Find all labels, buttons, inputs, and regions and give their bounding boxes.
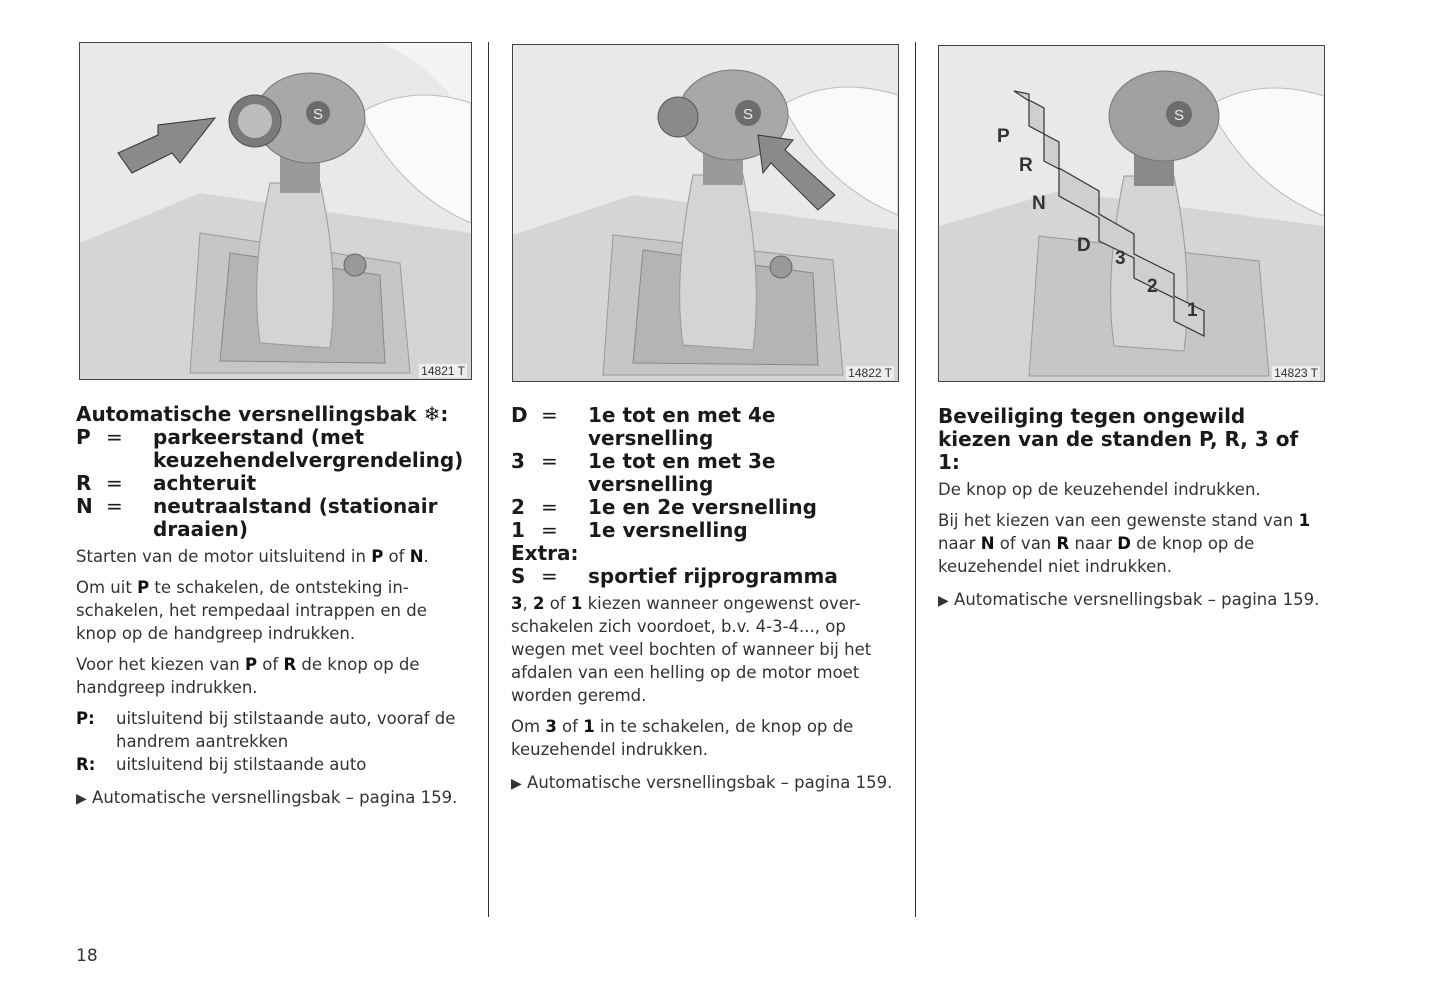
column-2 xyxy=(511,404,901,796)
col2-paragraph-1: 3, 2 of 1 kiezen wanneer ongewenst over-schakelen zich voordoet, b.v. 4-3-4..., op wegen met veel bochten of wanneer bij het afdalen van een helling op de motor moet worden geremd. xyxy=(511,594,872,705)
figure-2 xyxy=(512,44,899,382)
gear-shifter-illustration-3 xyxy=(939,46,1324,381)
definition-row xyxy=(76,495,471,541)
gate-label-p: P xyxy=(997,126,1010,147)
gear-shifter-illustration-2 xyxy=(513,45,898,381)
gate-label-1: 1 xyxy=(1187,300,1198,321)
knob-s-label-1: S xyxy=(312,106,324,123)
col1-paragraph-1: Starten van de motor uitsluitend in P of N. xyxy=(76,547,429,566)
definition-row: D = 1e tot en met 4e versnelling xyxy=(511,403,776,450)
figure-code: 14821 T xyxy=(421,364,465,378)
list-item: P: uitsluitend bij stilstaande auto, vooraf de handrem aantrekken xyxy=(76,709,456,751)
def-eq: = xyxy=(106,471,123,495)
col3-paragraph-2: Bij het kiezen van een gewenste stand van 1 naar N of van R naar D de knop op de keuzehendel niet indrukken. xyxy=(938,511,1311,576)
col1-paragraph-3: Voor het kiezen van P of R de knop op de handgreep indrukken. xyxy=(76,655,420,697)
gate-label-n: N xyxy=(1032,193,1046,214)
definition-row: 1 = 1e versnelling xyxy=(511,518,748,542)
definition-row xyxy=(76,472,471,495)
col1-list xyxy=(76,707,471,776)
page-number: 18 xyxy=(76,946,98,966)
definition-row: 2 = 1e en 2e versnelling xyxy=(511,495,817,519)
def-value: achteruit xyxy=(153,471,257,495)
column-1 xyxy=(76,403,471,811)
figure-code: 14823 T xyxy=(1274,366,1318,380)
gate-label-d: D xyxy=(1077,235,1091,256)
def-value: parkeerstand (met keuzehendelvergrendeling) xyxy=(153,425,464,472)
def-value: neutraalstand (stationair draaien) xyxy=(153,494,438,541)
gear-shifter-illustration-1 xyxy=(80,43,471,379)
col2-paragraph-2: Om 3 of 1 in te schakelen, de knop op de keuzehendel indrukken. xyxy=(511,717,854,759)
gate-label-2: 2 xyxy=(1147,276,1158,297)
triangle-arrow-icon: ▶ xyxy=(938,593,949,609)
def-key: N xyxy=(76,494,93,518)
figure-code: 14822 T xyxy=(848,366,892,380)
col1-heading: Automatische versnellingsbak ❄: xyxy=(76,402,449,426)
figure-3 xyxy=(938,45,1325,382)
def-key: R xyxy=(76,471,92,495)
col3-heading: Beveiliging tegen ongewild kiezen van de standen P, R, 3 of 1: xyxy=(938,404,1299,474)
triangle-arrow-icon: ▶ xyxy=(76,791,87,807)
gate-label-r: R xyxy=(1019,155,1033,176)
col3-paragraph-1: De knop op de keuzehendel indrukken. xyxy=(938,480,1261,499)
definition-row: 3 = 1e tot en met 3e versnelling xyxy=(511,449,776,496)
definition-row xyxy=(76,426,471,472)
col2-page-reference: ▶ Automatische versnellingsbak – pagina 159. xyxy=(511,773,893,792)
col1-paragraph-2: Om uit P te schakelen, de ontsteking in-schakelen, het rempedaal intrappen en de knop op de handgreep indrukken. xyxy=(76,578,427,643)
column-3 xyxy=(938,405,1323,613)
triangle-arrow-icon: ▶ xyxy=(511,776,522,792)
column-divider-1 xyxy=(488,42,489,917)
gate-label-3: 3 xyxy=(1115,248,1126,269)
col1-definitions xyxy=(76,426,471,541)
list-item: R: uitsluitend bij stilstaande auto xyxy=(76,755,367,774)
def-eq: = xyxy=(106,494,123,518)
knob-s-label-3: S xyxy=(1173,107,1185,124)
extra-label: Extra: xyxy=(511,541,579,565)
column-divider-2 xyxy=(915,42,916,917)
def-key: P xyxy=(76,425,91,449)
col3-page-reference: ▶ Automatische versnellingsbak – pagina 159. xyxy=(938,590,1320,609)
definition-row: S = sportief rijprogramma xyxy=(511,564,838,588)
knob-s-label-2: S xyxy=(742,106,754,123)
def-eq: = xyxy=(106,425,123,449)
figure-1 xyxy=(79,42,472,380)
col2-definitions xyxy=(511,404,901,588)
col1-page-reference: ▶ Automatische versnellingsbak – pagina 159. xyxy=(76,788,458,807)
